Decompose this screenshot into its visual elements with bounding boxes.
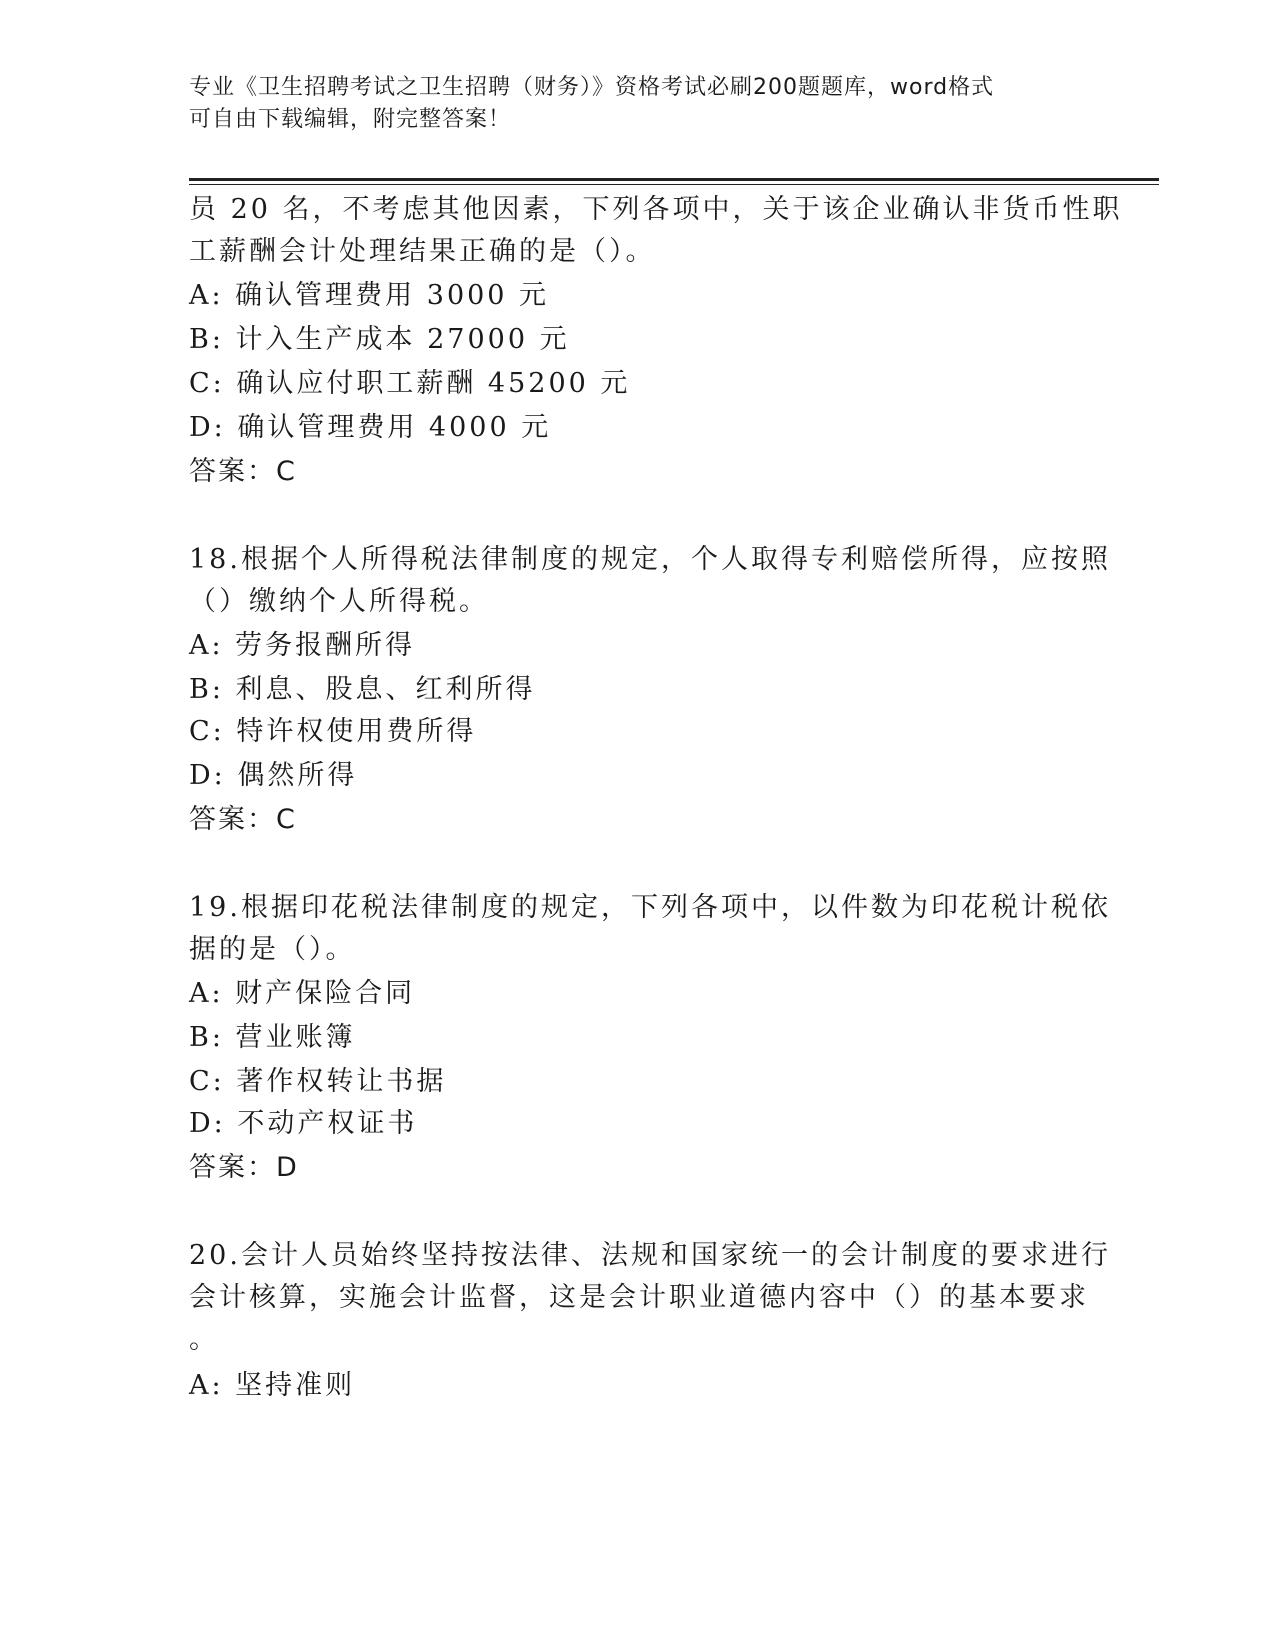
header-divider-thin xyxy=(189,184,1159,185)
header-divider-thick xyxy=(189,178,1159,181)
q18-option-d: D: 偶然所得 xyxy=(189,760,358,791)
q17-option-b: B: 计入生产成本 27000 元 xyxy=(189,324,570,355)
q20-option-a: A: 坚持准则 xyxy=(189,1370,356,1401)
q19-option-a: A: 财产保险合同 xyxy=(189,978,416,1009)
header-title-line2: 可自由下载编辑，附完整答案！ xyxy=(189,107,512,132)
q18-option-a: A: 劳务报酬所得 xyxy=(189,630,416,661)
document-header xyxy=(189,72,1089,136)
q17-option-d: D: 确认管理费用 4000 元 xyxy=(189,412,552,443)
q17-stem-line2: 工薪酬会计处理结果正确的是（）。 xyxy=(189,236,656,267)
q17-option-a: A: 确认管理费用 3000 元 xyxy=(189,280,550,311)
q18-option-b: B: 利息、股息、红利所得 xyxy=(189,674,536,705)
q18-answer: 答案：C xyxy=(189,804,297,835)
q20-stem-line3: 。 xyxy=(189,1324,219,1355)
q19-option-c: C: 著作权转让书据 xyxy=(189,1066,447,1097)
q18-stem-line2: （）缴纳个人所得税。 xyxy=(189,586,489,617)
q17-answer: 答案：C xyxy=(189,456,297,487)
q18-option-c: C: 特许权使用费所得 xyxy=(189,716,477,747)
q19-answer: 答案：D xyxy=(189,1152,299,1183)
q17-stem-line1: 员 20 名，不考虑其他因素，下列各项中，关于该企业确认非货币性职 xyxy=(189,194,1123,225)
q19-stem-line2: 据的是（）。 xyxy=(189,934,356,965)
header-title-line1: 专业《卫生招聘考试之卫生招聘（财务）》资格考试必刷200题题库，word格式 xyxy=(189,75,995,100)
q19-option-d: D: 不动产权证书 xyxy=(189,1108,418,1139)
q20-stem-line2: 会计核算，实施会计监督，这是会计职业道德内容中（）的基本要求 xyxy=(189,1282,1089,1313)
q19-option-b: B: 营业账簿 xyxy=(189,1022,356,1053)
q17-option-c: C: 确认应付职工薪酬 45200 元 xyxy=(189,368,631,399)
q18-stem-line1: 18.根据个人所得税法律制度的规定，个人取得专利赔偿所得，应按照 xyxy=(189,544,1111,575)
q20-stem-line1: 20.会计人员始终坚持按法律、法规和国家统一的会计制度的要求进行 xyxy=(189,1240,1111,1271)
q19-stem-line1: 19.根据印花税法律制度的规定，下列各项中，以件数为印花税计税依 xyxy=(189,892,1111,923)
